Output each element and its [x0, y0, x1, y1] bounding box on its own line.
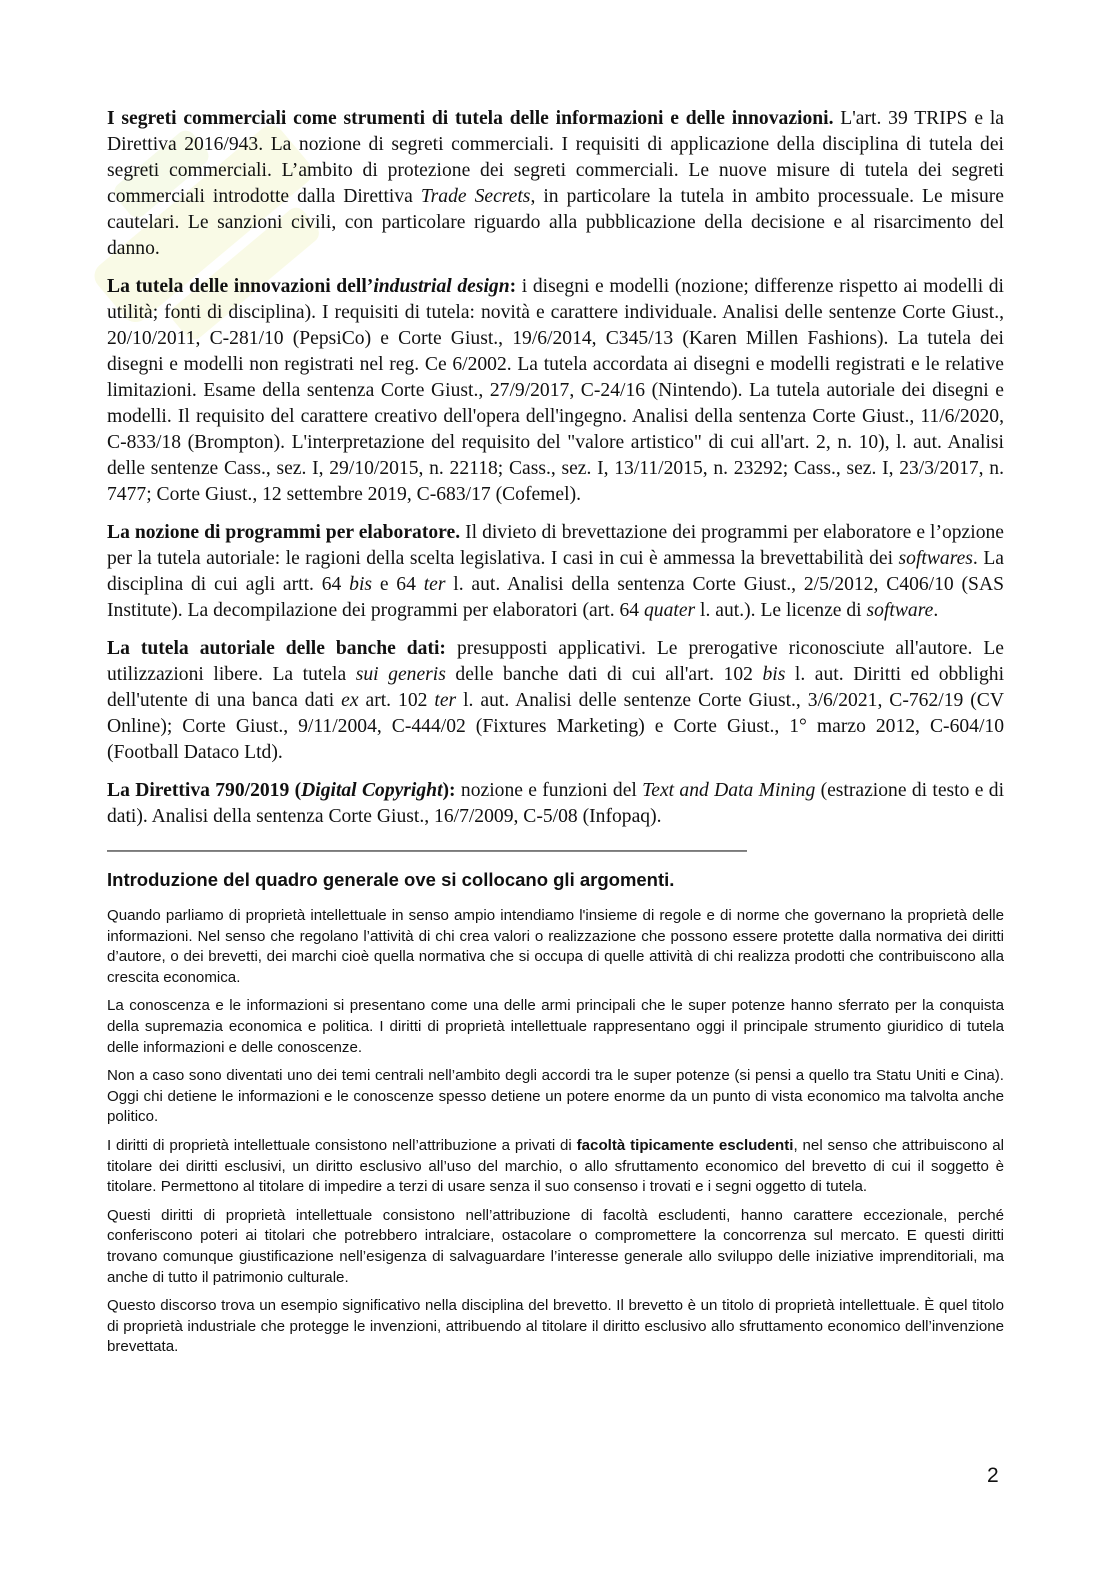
- body-paragraph: Quando parliamo di proprietà intellettuale in senso ampio intendiamo l'insieme di regole e di norme che governano la proprietà delle informazioni. Nel senso che regolano l’attività di chi crea valori o realizzazione che possono essere protette dalla normativa dei diritti d’autore, o dei brevetti, dei marchi cioè quella normativa che si occupa di quelle attività di chi realizza prodotti che contribuiscono alla crescita economica.: [107, 907, 1004, 986]
- heading-italic-span: Digital Copyright: [301, 780, 443, 801]
- text-span: (estrazione di testo e di dati). Analisi della sentenza Corte Giust., 16/7/2009, C-5/08 (Infopaq).: [107, 780, 1005, 827]
- heading-industrial-design: La tutela delle innovazioni dell’: [107, 276, 374, 297]
- paragraph-digital-copyright: [107, 778, 1004, 830]
- heading-colon: :: [509, 276, 517, 297]
- heading-databases: La tutela autoriale delle banche dati:: [107, 638, 446, 659]
- section-divider: ————————————————————————————————————————: [107, 842, 747, 859]
- italic-span: software: [866, 600, 934, 621]
- document-page: [107, 106, 1004, 1366]
- text-span: , nel senso che attribuiscono al titolare dei diritti esclusivi, un diritto esclusivo all’uso del marchio, o allo sfruttamento economico del brevetto di cui il soggetto è titolare. Permettono al titolare di impedire a terzi di usare senza il suo consenso i trovati e i segni oggetto di tutela.: [107, 1136, 1004, 1196]
- bold-span: facoltà tipicamente escludenti: [576, 1136, 794, 1154]
- text-span: l. aut. Analisi della sentenza Corte Giust., 2/5/2012, C406/10 (SAS Institute). La decompilazione dei programmi per elaboratori (art. 64: [107, 574, 1004, 621]
- page-number: 2: [987, 1464, 999, 1487]
- text-span: nozione e funzioni del: [455, 780, 643, 801]
- paragraph-trade-secrets: [107, 106, 1004, 262]
- text-span: , in particolare la tutela in ambito processuale. Le misure cautelari. Le sanzioni civili, con particolare riguardo alla pubblicazione della decisione e al risarcimento del danno.: [107, 186, 1004, 259]
- body-paragraph: Questi diritti di proprietà intellettuale consistono nell’attribuzione di facoltà escludenti, hanno carattere eccezionale, perché conferiscono poteri ai titolari che potrebbero intralciare, ostacolare o compromettere la concorrenza sul mercato. E questi diritti trovano comunque giustificazione nell’esigenza di salvaguardare l’interesse generale allo sviluppo delle iniziative imprenditoriali, ma anche di tutto il patrimonio culturale.: [107, 1206, 1004, 1286]
- italic-span: sui generis: [355, 664, 446, 685]
- body-paragraph: La conoscenza e le informazioni si presentano come una delle armi principali che le super potenze hanno sferrato per la conquista della supremazia economica e politica. I diritti di proprietà intellettuale rappresentano oggi il principale strumento giuridico di tutela delle informazioni e delle conoscenze.: [107, 997, 1004, 1056]
- italic-span: ter: [423, 574, 446, 595]
- text-span: I diritti di proprietà intellettuale consistono nell’attribuzione a privati di: [107, 1136, 577, 1154]
- heading-colon: ):: [442, 780, 456, 801]
- text-span: l. aut.). Le licenze di: [695, 600, 867, 621]
- text-span: Il divieto di brevettazione dei programmi per elaboratore e l’opzione per la tutela autoriale: le ragioni della scelta legislativa. I casi in cui è ammessa la brevettabilità dei: [107, 522, 1004, 569]
- text-span: i disegni e modelli (nozione; differenze rispetto ai modelli di utilità; fonti di disciplina). I requisiti di tutela: novità e carattere individuale. Analisi delle sentenze Corte Giust., 20/10/2011, C-281/10 (PepsiCo) e Corte Giust., 19/6/2014, C345/13 (Karen Millen Fashions). La tutela dei disegni e modelli non registrati nel reg. Ce 6/2002. La tutela accordata ai disegni e modelli registrati e le relative limitazioni. Esame della sentenza Corte Giust., 27/9/2017, C-24/16 (Nintendo). La tutela autoriale dei disegni e modelli. Il requisito del carattere creativo dell'opera dell'ingegno. Analisi della sentenza Corte Giust., 11/6/2020, C-833/18 (Brompton). L'interpretazione del requisito del "valore artistico" di cui all'art. 2, n. 10), l. aut. Analisi delle sentenze Cass., sez. I, 29/10/2015, n. 22118; Cass., sez. I, 13/11/2015, n. 23292; Cass., sez. I, 23/3/2017, n. 7477; Corte Giust., 12 settembre 2019, C-683/17 (Cofemel).: [107, 276, 1005, 505]
- heading-italic-span: industrial design: [373, 276, 510, 297]
- text-span: e 64: [372, 574, 424, 595]
- heading-trade-secrets: I segreti commerciali come strumenti di tutela delle informazioni e delle innovazioni.: [107, 108, 834, 129]
- text-span: presupposti applicativi. Le prerogative riconosciute all'autore. Le utilizzazioni libere. La tutela: [107, 638, 1004, 685]
- body-paragraph: [107, 1136, 1004, 1198]
- heading-computer-programs: La nozione di programmi per elaboratore.: [107, 522, 461, 543]
- paragraph-computer-programs: [107, 520, 1004, 624]
- italic-span: softwares: [898, 548, 973, 569]
- italic-span: Text and Data Mining: [642, 780, 816, 801]
- text-span: art. 102: [358, 690, 435, 711]
- italic-span: Trade Secrets: [420, 186, 531, 207]
- italic-span: ter: [434, 690, 457, 711]
- italic-span: ex: [341, 690, 359, 711]
- italic-span: quater: [644, 600, 696, 621]
- text-span: l. aut. Analisi delle sentenze Corte Giust., 3/6/2021, C-762/19 (CV Online); Corte Giust., 9/11/2004, C-444/02 (Fixtures Marketing) e Corte Giust., 1° marzo 2012, C-604/10 (Football Dataco Ltd).: [107, 690, 1005, 763]
- italic-span: bis: [349, 574, 373, 595]
- heading-digital-copyright: La Direttiva 790/2019 (: [107, 780, 302, 801]
- text-span: .: [933, 600, 939, 621]
- text-span: . La disciplina di cui agli artt. 64: [107, 548, 1004, 595]
- text-span: l. aut. Diritti ed obblighi dell'utente di una banca dati: [107, 664, 1005, 711]
- section-title: Introduzione del quadro generale ove si collocano gli argomenti.: [107, 869, 675, 890]
- paragraph-industrial-design: [107, 274, 1004, 508]
- text-span: delle banche dati di cui all'art. 102: [445, 664, 763, 685]
- paragraph-databases: [107, 636, 1004, 766]
- italic-span: bis: [762, 664, 786, 685]
- text-span: L'art. 39 TRIPS e la Direttiva 2016/943. La nozione di segreti commerciali. I requisiti di applicazione della disciplina di tutela dei segreti commerciali. L’ambito di protezione dei segreti commerciali. Le nuove misure di tutela dei segreti commerciali introdotte dalla Direttiva: [107, 108, 1004, 207]
- body-paragraph: Non a caso sono diventati uno dei temi centrali nell’ambito degli accordi tra le super potenze (si pensi a quello tra Statu Uniti e Cina). Oggi chi detiene le informazioni e le conoscenze spesso detiene un potere enorme da un punto di vista economico ma talvolta anche politico.: [107, 1067, 1004, 1126]
- body-paragraph: Questo discorso trova un esempio significativo nella disciplina del brevetto. Il brevetto è un titolo di proprietà intellettuale. È quel titolo di proprietà industriale che protegge le invenzioni, attribuendo al titolare il diritto esclusivo allo sfruttamento economico dell’invenzione brevettata.: [107, 1297, 1004, 1356]
